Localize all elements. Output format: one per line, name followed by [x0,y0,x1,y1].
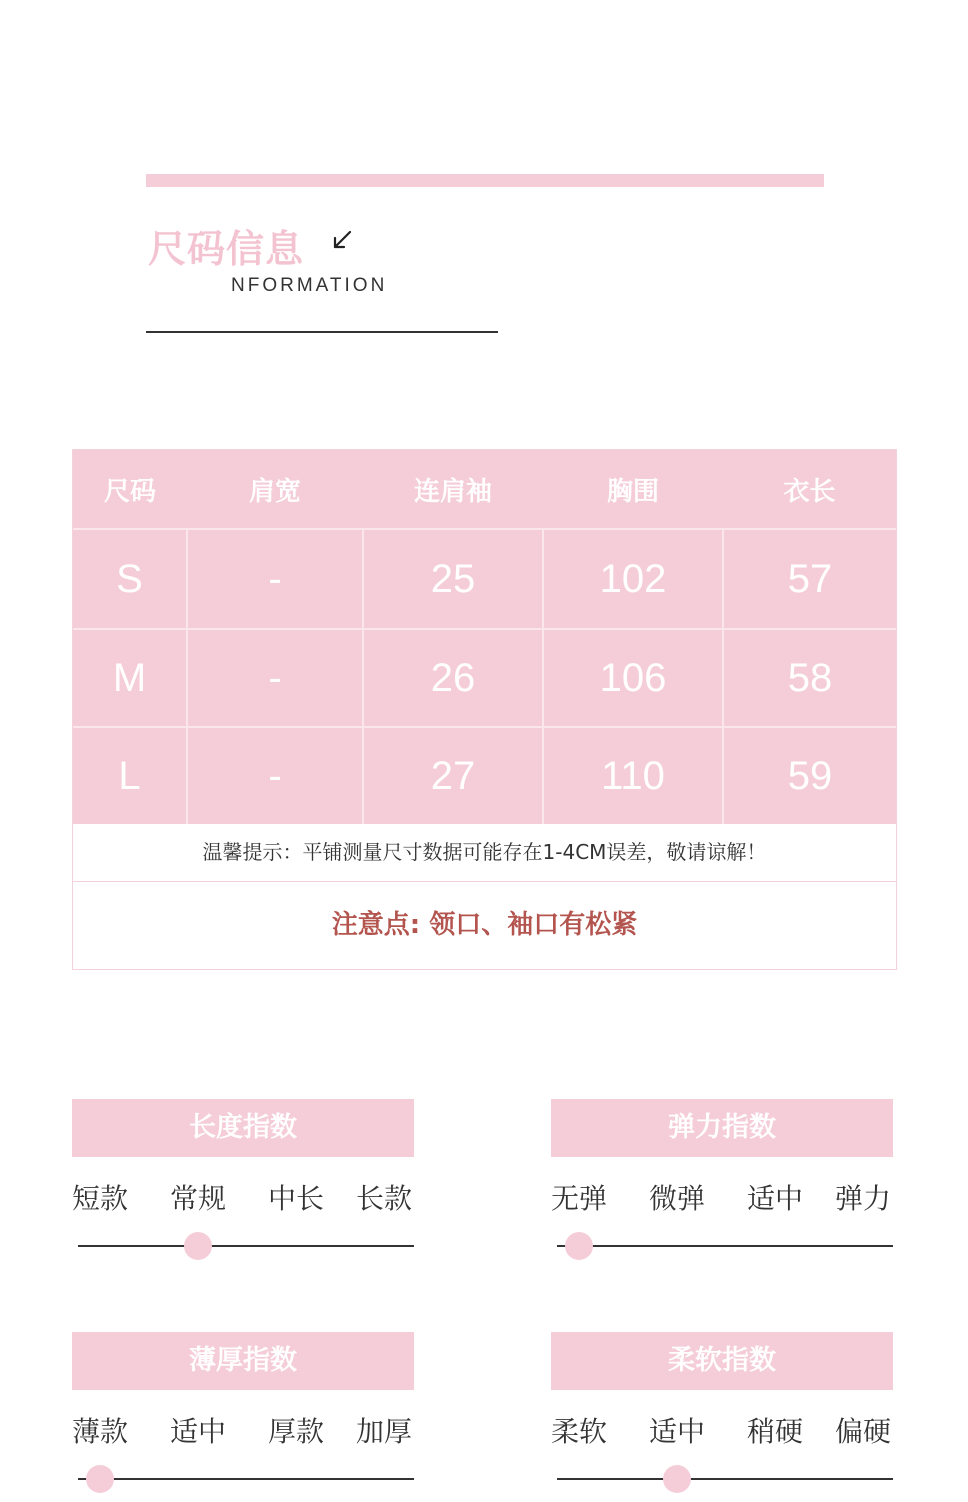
elasticity-index [551,1099,893,1269]
table-cell: 25 [363,529,543,629]
measurement-tip: 温馨提示：平铺测量尺寸数据可能存在1-4CM误差，敬请谅解！ [73,823,896,882]
table-cell: 59 [723,727,896,824]
header-sleeve: 连肩袖 [363,450,543,529]
table-cell: M [73,629,187,727]
index-option: 微弹 [649,1182,706,1215]
scale-marker [184,1232,212,1260]
scale-marker [565,1232,593,1260]
index-option: 无弹 [551,1182,608,1215]
section-subtitle: NFORMATION [231,275,388,296]
scale-line [78,1245,414,1247]
table-cell: 106 [543,629,723,727]
scale-line [557,1245,893,1247]
table-cell: 26 [363,629,543,727]
length-index [72,1099,414,1269]
index-scale [551,1229,893,1269]
table-cell: 58 [723,629,896,727]
size-chart [72,449,897,970]
size-table [73,450,896,824]
index-labels [551,1169,893,1229]
thickness-index [72,1332,414,1502]
softness-index [551,1332,893,1502]
index-option: 适中 [747,1182,804,1215]
index-option: 薄款 [72,1415,129,1448]
table-row [73,727,896,824]
table-header-row [73,450,896,529]
index-option: 偏硬 [835,1415,892,1448]
index-labels [551,1402,893,1462]
table-cell: - [187,629,363,727]
index-option: 长款 [356,1182,413,1215]
index-scale [72,1462,414,1502]
table-cell: 110 [543,727,723,824]
index-option: 常规 [170,1182,227,1215]
header-length: 衣长 [723,450,896,529]
scale-marker [663,1465,691,1493]
index-scale [72,1229,414,1269]
index-title: 柔软指数 [551,1332,893,1390]
index-option: 适中 [170,1415,227,1448]
scale-line [557,1478,893,1480]
index-title: 长度指数 [72,1099,414,1157]
index-option: 中长 [268,1182,325,1215]
attention-note: 注意点: 领口、袖口有松紧 [331,910,638,940]
table-cell: S [73,529,187,629]
index-option: 弹力 [835,1182,892,1215]
index-option: 适中 [649,1415,706,1448]
arrow-down-left-icon [330,228,354,252]
index-option: 稍硬 [747,1415,804,1448]
table-row [73,629,896,727]
table-cell: - [187,727,363,824]
index-title: 薄厚指数 [72,1332,414,1390]
table-cell: 27 [363,727,543,824]
header-shoulder: 肩宽 [187,450,363,529]
index-scale [551,1462,893,1502]
index-option: 短款 [72,1182,129,1215]
index-option: 加厚 [356,1415,413,1448]
table-cell: 102 [543,529,723,629]
header-chest: 胸围 [543,450,723,529]
table-cell: - [187,529,363,629]
section-title: 尺码信息 [148,227,305,271]
index-labels [72,1169,414,1229]
header-size: 尺码 [73,450,187,529]
index-option: 厚款 [268,1415,325,1448]
index-option: 柔软 [551,1415,608,1448]
title-divider [146,331,498,333]
scale-marker [86,1465,114,1493]
index-labels [72,1402,414,1462]
table-cell: 57 [723,529,896,629]
scale-line [78,1478,414,1480]
table-cell: L [73,727,187,824]
index-title: 弹力指数 [551,1099,893,1157]
top-accent-bar [146,174,824,187]
table-row [73,529,896,629]
